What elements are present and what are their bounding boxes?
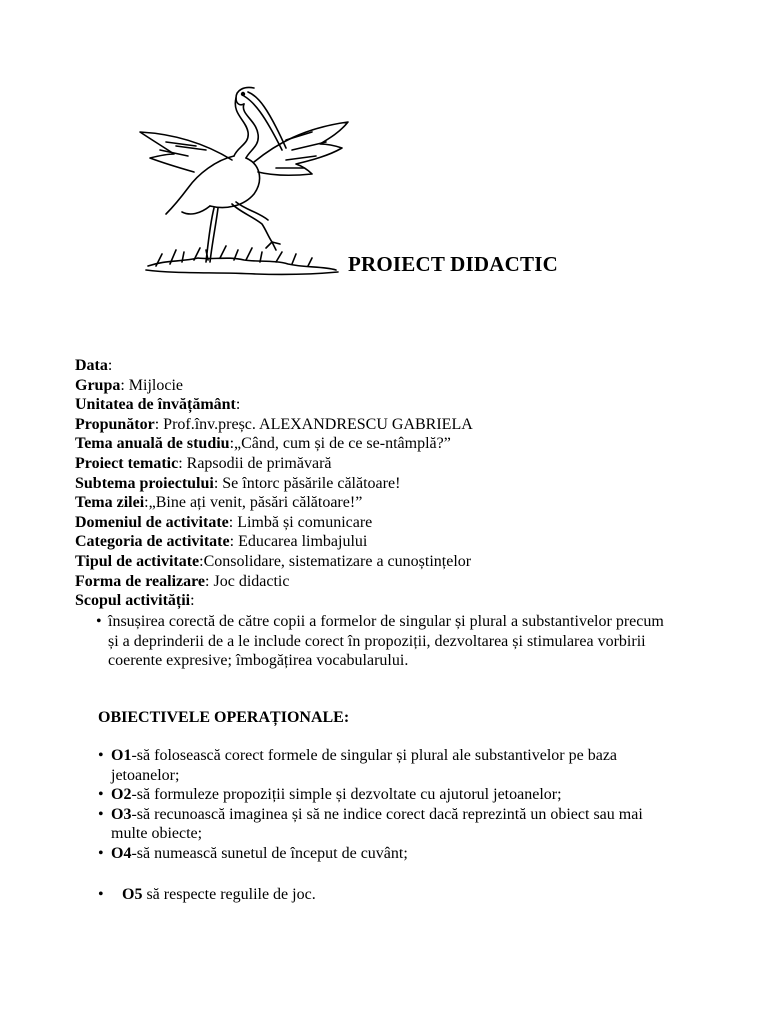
objective-code: O4 [111,844,132,862]
objective-code: O2 [111,786,132,804]
bullet-icon: • [96,613,102,630]
field-separator: : [178,454,187,472]
field-row [75,552,735,572]
stork-illustration [136,84,350,276]
field-label: Proiect tematic [75,454,179,472]
field-row [75,415,735,435]
field-label: Scopul activității [75,592,191,610]
field-row [75,591,735,611]
scop-text: însușirea corectă de către copii a formelor de singular și plural a substantivelor precum și a deprinderii de a le include corect în propoziții, dezvoltarea și stimularea vorbirii coerente expresive; îmbogățirea vocabularului. [108,613,664,670]
field-label: Subtema proiectului [75,474,214,492]
objective-text: -să formuleze propoziții simple și dezvoltate cu ajutorul jetoanelor; [131,786,562,804]
field-separator: : [213,474,223,492]
objective-text: -să recunoască imaginea și să ne indice corect dacă reprezintă un obiect sau mai multe obiecte; [111,805,643,843]
document-title: PROIECT DIDACTIC [348,252,558,276]
field-separator: : [107,357,113,374]
field-row [75,532,735,552]
field-value: Se întorc păsările călătoare! [222,474,401,492]
field-separator: : [199,552,204,570]
field-row [75,513,735,533]
field-separator: : [235,396,241,414]
field-row [75,474,735,494]
project-fields [75,356,735,611]
bullet-icon: • [98,786,104,804]
field-value: „Bine ați venit, păsări călătoare!” [148,494,363,512]
objective-5 [98,886,316,904]
objective-text: -să folosească corect formele de singular și plural ale substantivelor pe baza jetoanelor; [111,747,618,784]
objective-item [98,844,658,864]
field-value: „Când, cum și de ce se-ntâmplă?” [234,435,451,453]
field-label: Unitatea de învățământ [75,396,236,414]
field-separator: : [228,513,238,531]
field-value: Educarea limbajului [238,533,368,551]
field-separator: : [120,376,129,394]
objective-code: O5 [122,886,143,903]
field-label: Forma de realizare [75,572,206,590]
field-value: Limbă și comunicare [237,513,373,531]
field-value: Consolidare, sistematizare a cunoștințelor [203,552,472,570]
field-row [75,572,735,592]
field-separator: : [154,415,164,433]
scop-paragraph [96,612,668,671]
field-label: Tema anuală de studiu [75,435,230,453]
field-separator: : [144,494,149,512]
objective-item [98,805,658,844]
field-separator: : [205,572,214,590]
objective-item [98,746,658,785]
objectives-heading: OBIECTIVELE OPERAȚIONALE: [98,709,350,726]
field-value: Joc didactic [213,572,290,590]
field-separator: : [229,435,235,453]
field-label: Data [75,357,108,374]
field-value: Mijlocie [128,376,184,394]
field-row [75,376,735,396]
field-row [75,395,735,415]
field-row [75,434,735,454]
objectives-list [98,746,658,864]
field-label: Domeniul de activitate [75,513,229,531]
field-label: Categoria de activitate [75,533,230,551]
objective-text: să respecte regulile de joc. [142,886,316,903]
bullet-icon: • [98,805,104,823]
bullet-icon: • [98,886,104,903]
field-label: Tema zilei [75,494,145,512]
bullet-icon: • [98,844,104,862]
bullet-icon: • [98,747,104,764]
field-value: Prof.înv.preșc. ALEXANDRESCU GABRIELA [163,415,473,433]
field-row [75,356,735,376]
objective-item [98,785,658,805]
field-label: Propunător [75,415,155,433]
objective-text: -să numească sunetul de început de cuvânt; [131,844,408,862]
field-label: Grupa [75,376,121,394]
field-separator: : [229,533,239,551]
field-value: Rapsodii de primăvară [186,454,332,472]
objective-code: O3 [111,805,132,823]
field-row [75,454,735,474]
field-label: Tipul de activitate [75,552,200,570]
field-row [75,493,735,513]
field-separator: : [190,592,195,610]
objective-code: O1 [111,747,132,764]
